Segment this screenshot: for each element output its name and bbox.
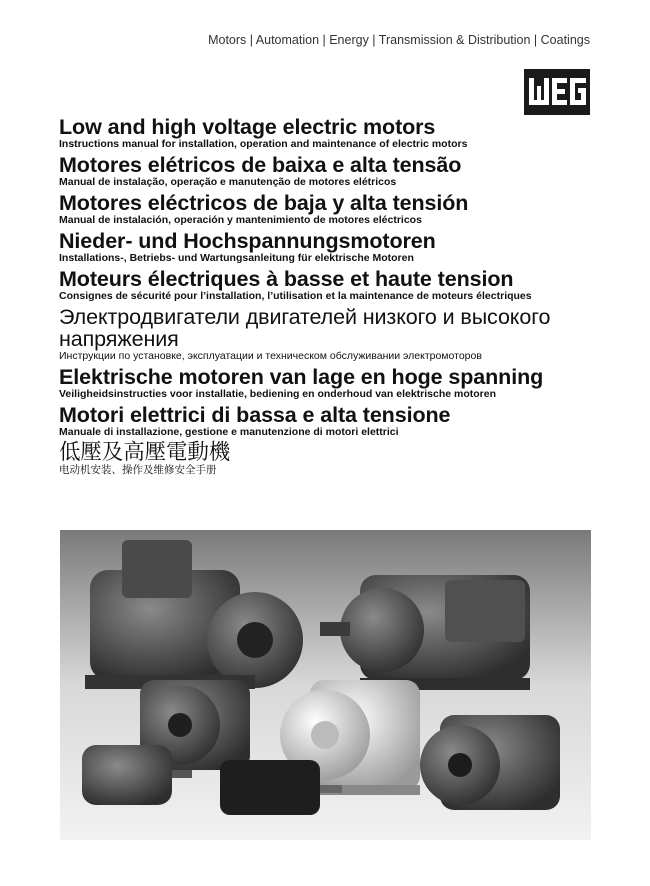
title-italian <box>59 404 599 438</box>
weg-logo <box>524 69 590 115</box>
header-nav: Motors | Automation | Energy | Transmission & Distribution | Coatings <box>208 33 590 47</box>
title-text: Moteurs électriques à basse et haute tension <box>59 267 514 291</box>
motors-photo <box>60 530 591 840</box>
title-text: Motori elettrici di bassa e alta tensione <box>59 403 451 427</box>
subtitle-text: Инструкции по установке, эксплуатации и техническом обслуживании электромоторов <box>59 350 482 362</box>
subtitle-text: Manual de instalación, operación y mantenimiento de motores eléctricos <box>59 214 422 226</box>
title-text: Elektrische motoren van lage en hoge spanning <box>59 365 544 389</box>
title-chinese <box>59 442 599 476</box>
title-french <box>59 268 599 302</box>
title-german <box>59 230 599 264</box>
language-titles <box>59 116 599 480</box>
title-russian <box>59 306 599 362</box>
title-text: Электродвигатели двигателей низкого и высокого напряжения <box>59 305 551 351</box>
title-spanish <box>59 192 599 226</box>
title-text: Motores eléctricos de baja y alta tensión <box>59 191 469 215</box>
subtitle-text: 电动机安装、操作及维修安全手册 <box>59 464 217 476</box>
title-text: Nieder- und Hochspannungsmotoren <box>59 229 436 253</box>
title-text: Low and high voltage electric motors <box>59 115 436 139</box>
title-english <box>59 116 599 150</box>
title-text: 低壓及高壓電動機 <box>59 440 231 465</box>
title-text: Motores elétricos de baixa e alta tensão <box>59 153 462 177</box>
subtitle-text: Veiligheidsinstructies voor installatie, bediening en onderhoud van elektrische motoren <box>59 388 497 400</box>
subtitle-text: Manuale di installazione, gestione e manutenzione di motori elettrici <box>59 426 399 438</box>
title-dutch <box>59 366 599 400</box>
bottom-right-motor-icon <box>420 715 560 810</box>
subtitle-text: Consignes de sécurité pour l’installation, l’utilisation et la maintenance de moteurs électriques <box>59 290 532 302</box>
subtitle-text: Manual de instalação, operação e manutenção de motores elétricos <box>59 176 397 188</box>
title-portuguese <box>59 154 599 188</box>
subtitle-text: Installations-, Betriebs- und Wartungsanleitung für elektrische Motoren <box>59 252 414 264</box>
subtitle-text: Instructions manual for installation, operation and maintenance of electric motors <box>59 138 468 150</box>
